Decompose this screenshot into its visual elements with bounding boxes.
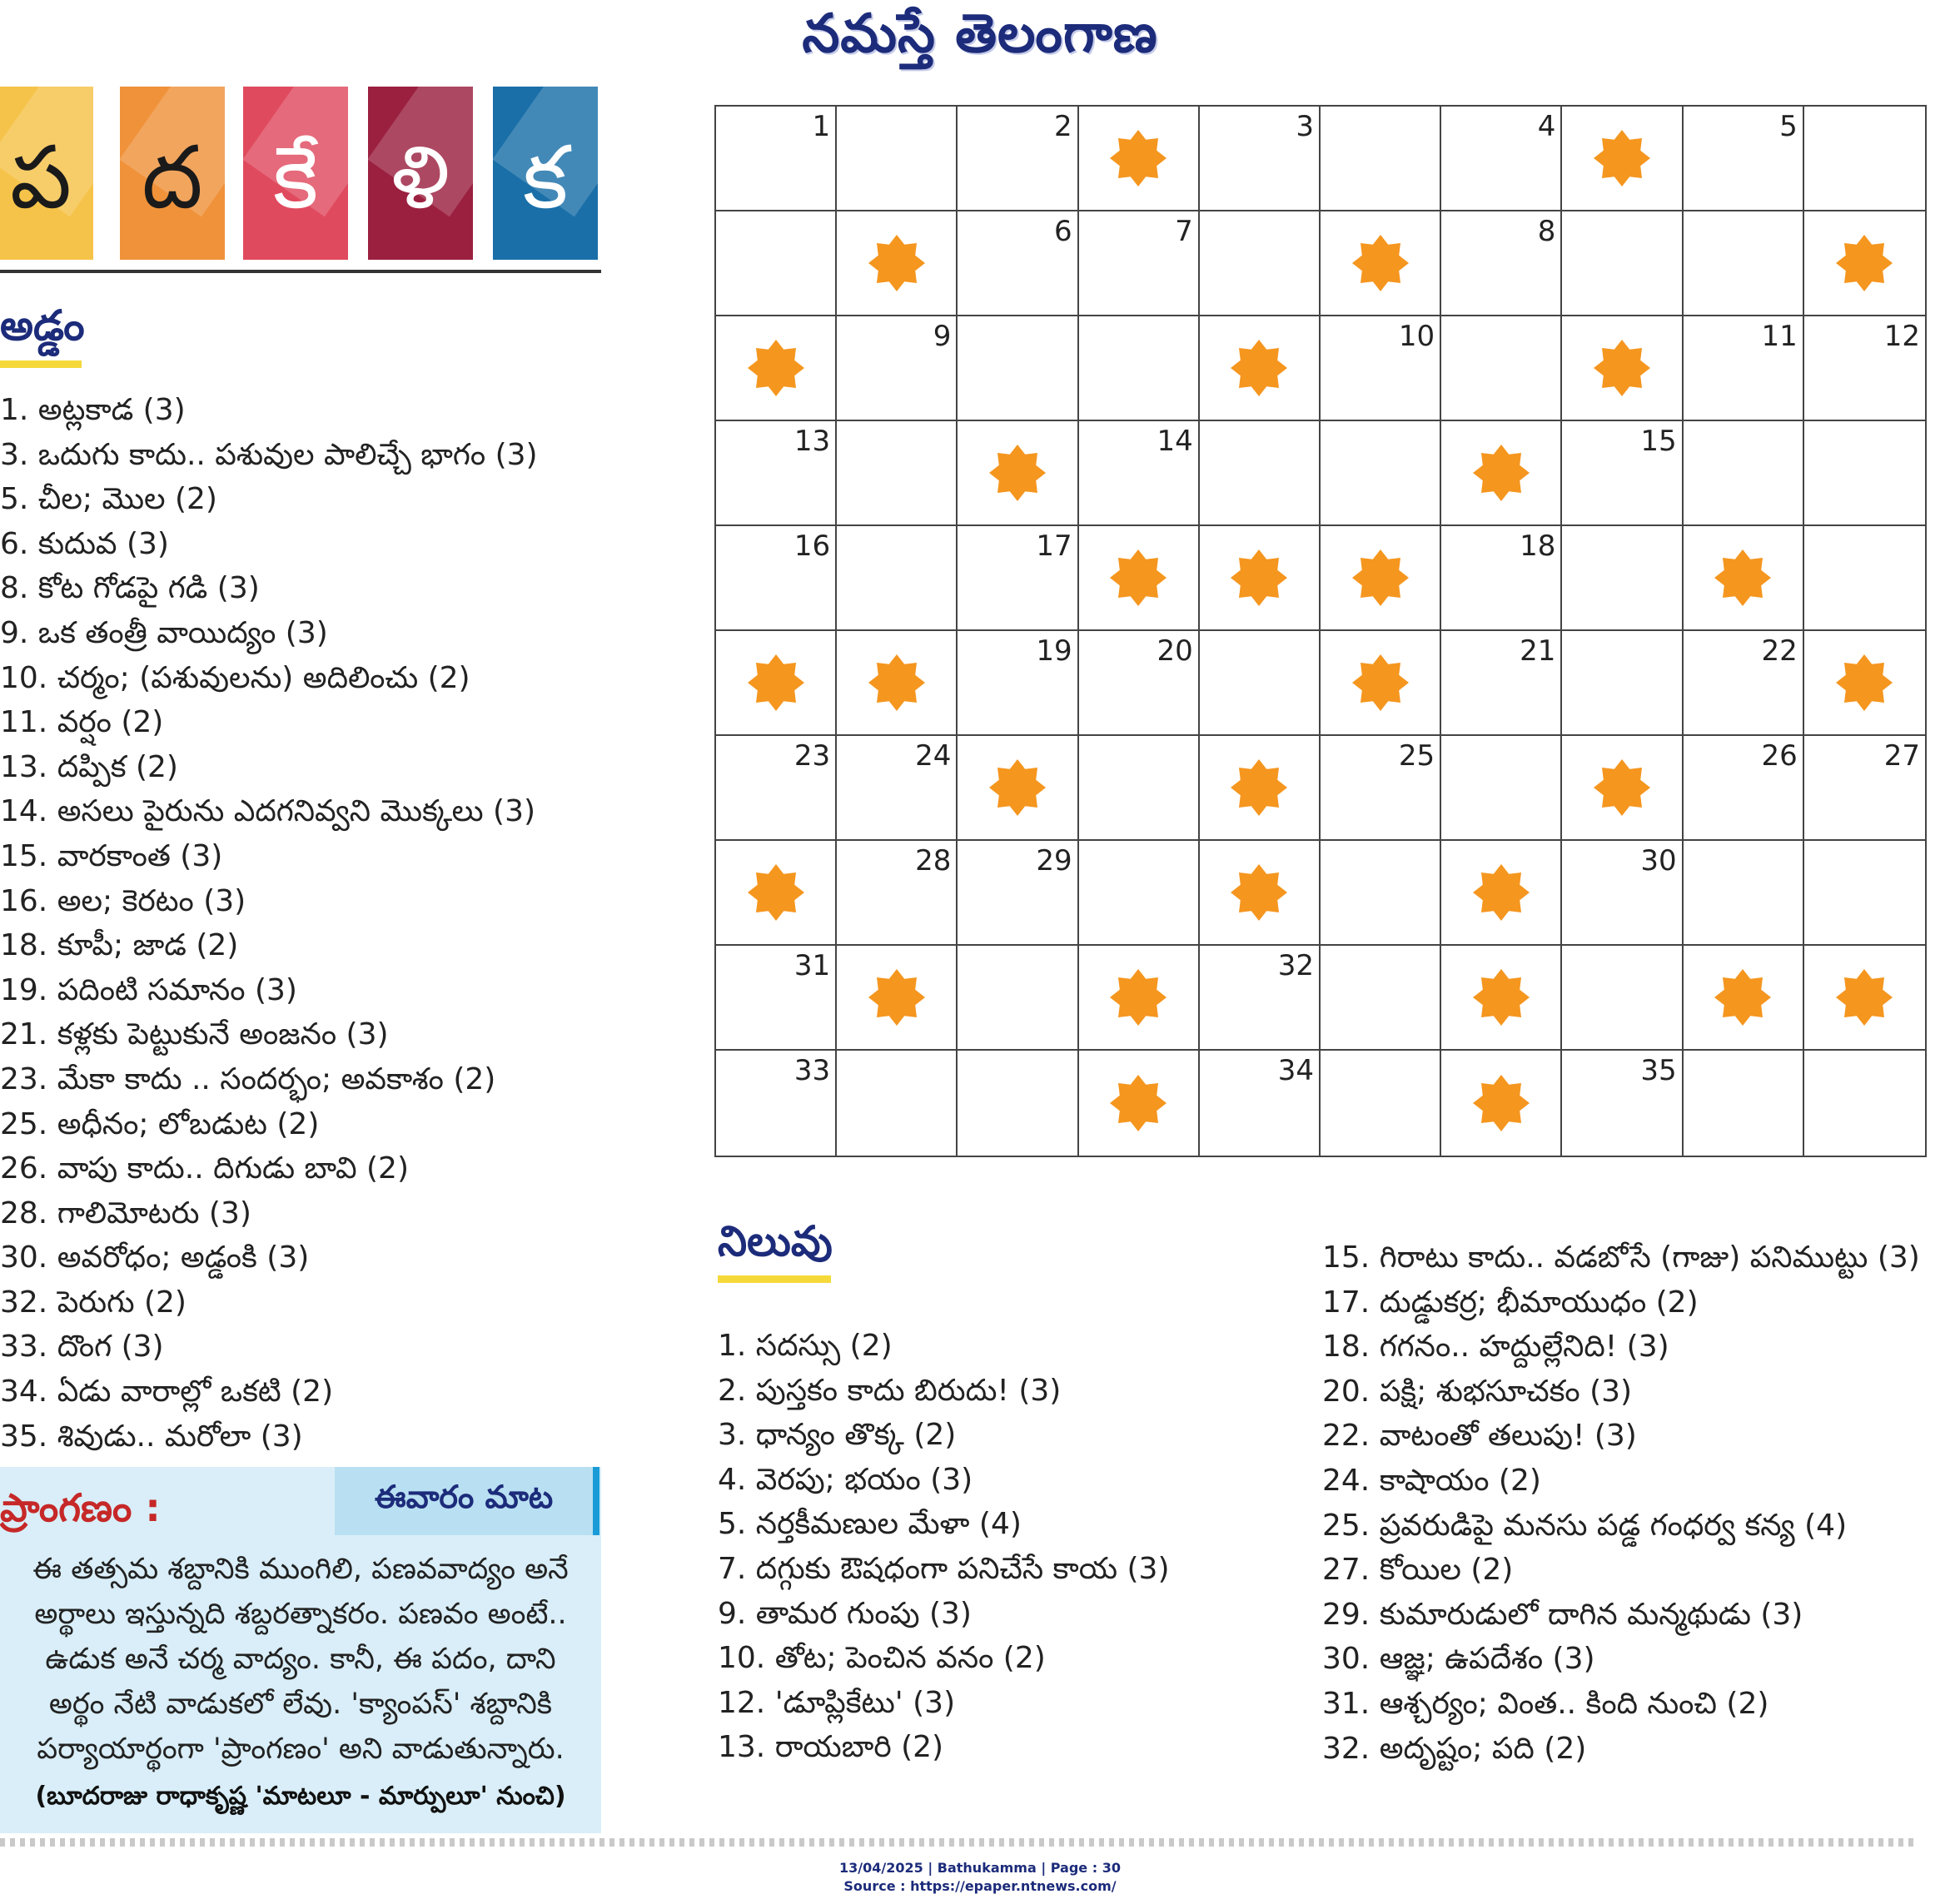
grid-cell[interactable] xyxy=(716,736,837,841)
star-icon xyxy=(1229,338,1289,398)
word-of-week-line: అర్థం నేటి వాడుకలో లేవు. 'క్యాంపస్' శబ్దానికి xyxy=(48,1688,553,1721)
cell-number: 34 xyxy=(1277,1054,1314,1087)
star-icon xyxy=(746,338,806,398)
star-icon xyxy=(867,233,927,293)
grid-cell[interactable] xyxy=(1804,841,1925,946)
grid-cell[interactable] xyxy=(837,1051,958,1156)
grid-cell[interactable] xyxy=(1321,421,1441,526)
grid-cell[interactable] xyxy=(958,841,1078,946)
clue-item: 18. గగనం.. హద్దుల్లేనిది! (3) xyxy=(1322,1330,1669,1365)
blocked-cell xyxy=(716,316,837,421)
blocked-cell xyxy=(1441,946,1562,1051)
blocked-cell xyxy=(1804,946,1925,1051)
blocked-cell xyxy=(1079,1051,1200,1156)
blocked-cell xyxy=(1200,736,1321,841)
grid-cell[interactable] xyxy=(837,526,958,631)
clue-item: 20. పక్షి; శుభసూచకం (3) xyxy=(1322,1374,1633,1409)
cell-number: 10 xyxy=(1398,320,1435,353)
blocked-cell xyxy=(1321,526,1441,631)
blocked-cell xyxy=(1804,631,1925,736)
clue-item: 13. దప్పిక (2) xyxy=(0,749,178,784)
grid-cell[interactable] xyxy=(1441,316,1562,421)
clue-item: 16. అల; కెరటం (3) xyxy=(0,883,246,918)
title-tile-3 xyxy=(243,87,348,260)
grid-cell[interactable] xyxy=(837,316,958,421)
cell-number: 2 xyxy=(1053,110,1072,143)
clue-item: 14. అసలు పైరును ఎదగనివ్వని మొక్కలు (3) xyxy=(0,794,536,829)
masthead-title: నమస్తే తెలంగాణ xyxy=(802,3,1158,65)
star-icon xyxy=(1471,863,1531,922)
cell-number: 25 xyxy=(1398,739,1435,773)
cell-number: 19 xyxy=(1036,634,1072,668)
title-tile-1 xyxy=(0,87,93,260)
grid-cell[interactable] xyxy=(1684,421,1804,526)
blocked-cell xyxy=(1804,211,1925,316)
cell-number: 32 xyxy=(1277,949,1314,982)
clue-item: 10. చర్మం; (పశువులను) అదిలించు (2) xyxy=(0,660,470,695)
grid-cell[interactable] xyxy=(1562,421,1683,526)
cell-number: 21 xyxy=(1520,634,1556,668)
grid-cell[interactable] xyxy=(1562,631,1683,736)
clue-item: 6. కుదువ (3) xyxy=(0,526,169,561)
blocked-cell xyxy=(1441,421,1562,526)
cell-number: 8 xyxy=(1537,215,1556,248)
title-tile-char: ళి xyxy=(391,127,450,228)
clue-item: 25. ప్రవరుడిపై మనసు పడ్డ గంధర్వ కన్య (4) xyxy=(1322,1508,1848,1543)
clue-item: 17. దుడ్డుకర్ర; భీమాయుధం (2) xyxy=(1322,1285,1699,1320)
cell-number: 33 xyxy=(793,1054,831,1087)
clue-item: 19. పదింటి సమానం (3) xyxy=(0,972,297,1007)
title-tile-4 xyxy=(368,87,473,260)
cell-number: 1 xyxy=(812,110,831,143)
star-icon xyxy=(1471,1073,1531,1133)
star-icon xyxy=(1834,967,1894,1027)
clue-item: 3. ధాన్యం తొక్క (2) xyxy=(718,1418,957,1453)
puzzle-title-tiles xyxy=(0,87,601,261)
star-icon xyxy=(1713,967,1773,1027)
grid-cell[interactable] xyxy=(1804,1051,1925,1156)
title-tile-2 xyxy=(120,87,225,260)
blocked-cell xyxy=(1684,946,1804,1051)
grid-cell[interactable] xyxy=(837,107,958,211)
grid-cell[interactable] xyxy=(1200,107,1321,211)
star-icon xyxy=(1592,128,1652,188)
grid-cell[interactable] xyxy=(958,631,1078,736)
cell-number: 35 xyxy=(1640,1054,1677,1087)
grid-cell[interactable] xyxy=(1200,631,1321,736)
blocked-cell xyxy=(1562,316,1683,421)
cell-number: 17 xyxy=(1036,529,1072,563)
clue-item: 29. కుమారుడులో దాగిన మన్మథుడు (3) xyxy=(1322,1597,1803,1632)
grid-cell[interactable] xyxy=(1684,211,1804,316)
clue-item: 35. శివుడు.. మరోలా (3) xyxy=(0,1419,303,1454)
title-tile-char: ప xyxy=(10,127,72,228)
grid-cell[interactable] xyxy=(1321,841,1441,946)
grid-cell[interactable] xyxy=(1562,1051,1683,1156)
grid-cell[interactable] xyxy=(716,946,837,1051)
grid-cell[interactable] xyxy=(1441,211,1562,316)
word-of-week-tab: ఈవారం మాట xyxy=(335,1467,599,1535)
cell-number: 14 xyxy=(1157,425,1193,458)
title-tile-char: కే xyxy=(272,127,319,228)
blocked-cell xyxy=(1441,1051,1562,1156)
title-tile-char: క xyxy=(522,127,569,228)
grid-cell[interactable] xyxy=(958,316,1078,421)
star-icon xyxy=(1229,758,1289,818)
star-icon xyxy=(1108,1073,1168,1133)
star-icon xyxy=(1351,653,1410,713)
grid-cell[interactable] xyxy=(1684,1051,1804,1156)
word-of-week-line: ఉడుక అనే చర్మ వాద్యం. కానీ, ఈ పదం, దాని xyxy=(45,1643,556,1676)
star-icon xyxy=(867,653,927,713)
blocked-cell xyxy=(958,421,1078,526)
grid-cell[interactable] xyxy=(958,946,1078,1051)
cell-number: 16 xyxy=(793,529,831,563)
star-icon xyxy=(987,443,1047,503)
grid-cell[interactable] xyxy=(1200,211,1321,316)
cell-number: 11 xyxy=(1761,320,1798,353)
clue-item: 9. ఒక తంత్రీ వాయిద్యం (3) xyxy=(0,615,328,650)
clue-item: 15. వారకాంత (3) xyxy=(0,838,223,873)
grid-cell[interactable] xyxy=(716,107,837,211)
clue-item: 24. కాషాయం (2) xyxy=(1322,1463,1541,1498)
across-heading: అడ్డం xyxy=(0,301,85,350)
blocked-cell xyxy=(1079,526,1200,631)
title-divider xyxy=(0,270,601,273)
clue-item: 34. ఏడు వారాల్లో ఒకటి (2) xyxy=(0,1375,334,1409)
star-icon xyxy=(987,758,1047,818)
grid-cell[interactable] xyxy=(1321,736,1441,841)
blocked-cell xyxy=(1321,631,1441,736)
footer-date-line: 13/04/2025 | Bathukamma | Page : 30 xyxy=(839,1860,1121,1876)
star-icon xyxy=(1351,548,1410,608)
blocked-cell xyxy=(837,211,958,316)
blocked-cell xyxy=(837,946,958,1051)
cell-number: 7 xyxy=(1175,215,1193,248)
blocked-cell xyxy=(1079,107,1200,211)
grid-cell[interactable] xyxy=(837,421,958,526)
clue-item: 23. మేకా కాదు .. సందర్భం; అవకాశం (2) xyxy=(0,1061,496,1096)
across-clue-list xyxy=(0,388,538,1459)
star-icon xyxy=(1592,758,1652,818)
cell-number: 27 xyxy=(1883,739,1920,773)
grid-cell[interactable] xyxy=(1079,841,1200,946)
blocked-cell xyxy=(716,631,837,736)
grid-cell[interactable] xyxy=(837,736,958,841)
clue-item: 5. నర్తకీమణుల మేళా (4) xyxy=(718,1507,1022,1542)
clue-item: 21. కళ్లకు పెట్టుకునే అంజనం (3) xyxy=(0,1017,389,1052)
clue-item: 33. దొంగ (3) xyxy=(0,1330,164,1365)
clue-item: 1. సదస్సు (2) xyxy=(718,1329,893,1363)
star-icon xyxy=(1229,548,1289,608)
blocked-cell xyxy=(1200,526,1321,631)
across-heading-underline xyxy=(0,360,82,368)
clue-item: 28. గాలిమోటరు (3) xyxy=(0,1196,251,1230)
clue-item: 5. చీల; మొల (2) xyxy=(0,482,217,517)
grid-cell[interactable] xyxy=(716,526,837,631)
cell-number: 24 xyxy=(915,739,952,773)
grid-cell[interactable] xyxy=(1804,107,1925,211)
grid-cell[interactable] xyxy=(1441,736,1562,841)
grid-cell[interactable] xyxy=(1562,211,1683,316)
cell-number: 3 xyxy=(1296,110,1314,143)
star-icon xyxy=(746,653,806,713)
grid-cell[interactable] xyxy=(1562,526,1683,631)
grid-cell[interactable] xyxy=(716,1051,837,1156)
grid-cell[interactable] xyxy=(1684,736,1804,841)
cell-number: 23 xyxy=(793,739,831,773)
cell-number: 20 xyxy=(1157,634,1193,668)
grid-cell[interactable] xyxy=(1684,631,1804,736)
crossword-grid xyxy=(714,105,1927,1157)
grid-cell[interactable] xyxy=(1441,526,1562,631)
clue-item: 25. అధీనం; లోబడుట (2) xyxy=(0,1106,320,1141)
cell-number: 26 xyxy=(1761,739,1798,773)
star-icon xyxy=(1108,967,1168,1027)
grid-cell[interactable] xyxy=(1200,421,1321,526)
grid-cell[interactable] xyxy=(1200,946,1321,1051)
blocked-cell xyxy=(1562,107,1683,211)
blocked-cell xyxy=(1079,946,1200,1051)
word-of-week-body xyxy=(0,1547,601,1772)
clue-item: 30. అవరోధం; అడ్డంకి (3) xyxy=(0,1240,310,1275)
grid-cell[interactable] xyxy=(1684,316,1804,421)
star-icon xyxy=(1713,548,1773,608)
grid-cell[interactable] xyxy=(1079,316,1200,421)
star-icon xyxy=(1592,338,1652,398)
star-icon xyxy=(1834,233,1894,293)
grid-cell[interactable] xyxy=(1321,1051,1441,1156)
cell-number: 28 xyxy=(915,844,952,877)
clue-item: 30. ఆజ్ఞ; ఉపదేశం (3) xyxy=(1322,1642,1595,1677)
cell-number: 5 xyxy=(1779,110,1798,143)
star-icon xyxy=(746,863,806,922)
blocked-cell xyxy=(1441,841,1562,946)
clue-item: 8. కోట గోడపై గడి (3) xyxy=(0,571,260,606)
cell-number: 18 xyxy=(1520,529,1556,563)
page-bottom-rule xyxy=(0,1838,1915,1847)
grid-cell[interactable] xyxy=(1321,316,1441,421)
grid-cell[interactable] xyxy=(1684,841,1804,946)
cell-number: 13 xyxy=(793,425,831,458)
grid-cell[interactable] xyxy=(958,526,1078,631)
grid-cell[interactable] xyxy=(1079,211,1200,316)
blocked-cell xyxy=(1200,841,1321,946)
grid-cell[interactable] xyxy=(958,107,1078,211)
blocked-cell xyxy=(1562,736,1683,841)
blocked-cell xyxy=(1684,526,1804,631)
grid-cell[interactable] xyxy=(1804,736,1925,841)
grid-cell[interactable] xyxy=(1441,631,1562,736)
star-icon xyxy=(867,967,927,1027)
title-tile-5 xyxy=(493,87,598,260)
clue-item: 31. ఆశ్చర్యం; వింత.. కింది నుంచి (2) xyxy=(1322,1686,1769,1721)
word-of-week-line: ఈ తత్సమ శబ్దానికి ముంగిలి, పణవవాద్యం అనే xyxy=(32,1553,569,1586)
grid-cell[interactable] xyxy=(958,1051,1078,1156)
cell-number: 30 xyxy=(1640,844,1677,877)
star-icon xyxy=(1471,967,1531,1027)
cell-number: 12 xyxy=(1883,320,1920,353)
cell-number: 6 xyxy=(1053,215,1072,248)
clue-item: 12. 'డూప్లికేటు' (3) xyxy=(718,1685,956,1720)
blocked-cell xyxy=(1321,211,1441,316)
down-clue-list-2 xyxy=(1322,1235,1920,1771)
clue-item: 9. తామర గుంపు (3) xyxy=(718,1596,972,1631)
clue-item: 3. ఒదుగు కాదు.. పశువుల పాలిచ్చే భాగం (3) xyxy=(0,437,538,472)
word-of-week-line: పర్యాయార్థంగా 'ప్రాంగణం' అని వాడుతున్నారు. xyxy=(37,1732,565,1766)
clue-item: 1. అట్లకాడ (3) xyxy=(0,393,186,427)
star-icon xyxy=(1108,548,1168,608)
grid-cell[interactable] xyxy=(1441,107,1562,211)
star-icon xyxy=(1229,863,1289,922)
grid-cell[interactable] xyxy=(958,211,1078,316)
clue-item: 27. కోయిల (2) xyxy=(1322,1553,1514,1588)
clue-item: 7. దగ్గుకు ఔషధంగా పనిచేసే కాయ (3) xyxy=(718,1551,1170,1586)
cell-number: 29 xyxy=(1036,844,1072,877)
footer-source-line: Source : https://epaper.ntnews.com/ xyxy=(843,1878,1117,1894)
word-of-week-credit: (బూదరాజు రాధాకృష్ణ 'మాటలూ - మార్పులూ' నుంచి) xyxy=(35,1782,566,1811)
title-tile-char: ద xyxy=(142,127,203,228)
clue-item: 32. పెరుగు (2) xyxy=(0,1285,187,1320)
clue-item: 11. వర్షం (2) xyxy=(0,705,164,740)
clue-item: 2. పుస్తకం కాదు బిరుదు! (3) xyxy=(718,1373,1062,1408)
clue-item: 26. వాపు కాదు.. దిగుడు బావి (2) xyxy=(0,1151,410,1186)
word-of-week-line: అర్థాలు ఇస్తున్నది శబ్దరత్నాకరం. పణవం అంటే.. xyxy=(34,1598,567,1631)
blocked-cell xyxy=(716,841,837,946)
grid-cell[interactable] xyxy=(1079,421,1200,526)
grid-cell[interactable] xyxy=(1562,946,1683,1051)
cell-number: 15 xyxy=(1640,425,1677,458)
cell-number: 9 xyxy=(933,320,952,353)
word-of-week-title: ప్రాంగణం : xyxy=(0,1485,161,1530)
grid-cell[interactable] xyxy=(1321,946,1441,1051)
blocked-cell xyxy=(837,631,958,736)
down-heading-underline xyxy=(718,1275,831,1283)
cell-number: 4 xyxy=(1537,110,1556,143)
cell-number: 31 xyxy=(793,949,831,982)
clue-item: 15. గిరాటు కాదు.. వడబోసే (గాజు) పనిముట్టు (3) xyxy=(1322,1240,1920,1275)
grid-cell[interactable] xyxy=(1200,1051,1321,1156)
grid-cell[interactable] xyxy=(716,421,837,526)
grid-cell[interactable] xyxy=(1804,526,1925,631)
grid-cell[interactable] xyxy=(1804,316,1925,421)
blocked-cell xyxy=(958,736,1078,841)
down-heading: నిలువు xyxy=(718,1217,833,1265)
clue-item: 4. వెరపు; భయం (3) xyxy=(718,1462,973,1497)
grid-cell[interactable] xyxy=(1079,631,1200,736)
grid-cell[interactable] xyxy=(716,211,837,316)
clue-item: 18. కూపీ; జాడ (2) xyxy=(0,928,239,963)
star-icon xyxy=(1351,233,1410,293)
blocked-cell xyxy=(1200,316,1321,421)
down-clue-list-1 xyxy=(718,1324,1169,1770)
clue-item: 32. అదృష్టం; పది (2) xyxy=(1322,1731,1587,1766)
clue-item: 10. తోట; పెంచిన వనం (2) xyxy=(718,1641,1046,1676)
star-icon xyxy=(1108,128,1168,188)
grid-cell[interactable] xyxy=(1804,421,1925,526)
grid-cell[interactable] xyxy=(1562,841,1683,946)
clue-item: 22. వాటంతో తలుపు! (3) xyxy=(1322,1419,1637,1454)
cell-number: 22 xyxy=(1761,634,1798,668)
grid-cell[interactable] xyxy=(1684,107,1804,211)
star-icon xyxy=(1834,653,1894,713)
star-icon xyxy=(1471,443,1531,503)
grid-cell[interactable] xyxy=(1321,107,1441,211)
clue-item: 13. రాయబారి (2) xyxy=(718,1730,944,1765)
grid-cell[interactable] xyxy=(1079,736,1200,841)
grid-cell[interactable] xyxy=(837,841,958,946)
